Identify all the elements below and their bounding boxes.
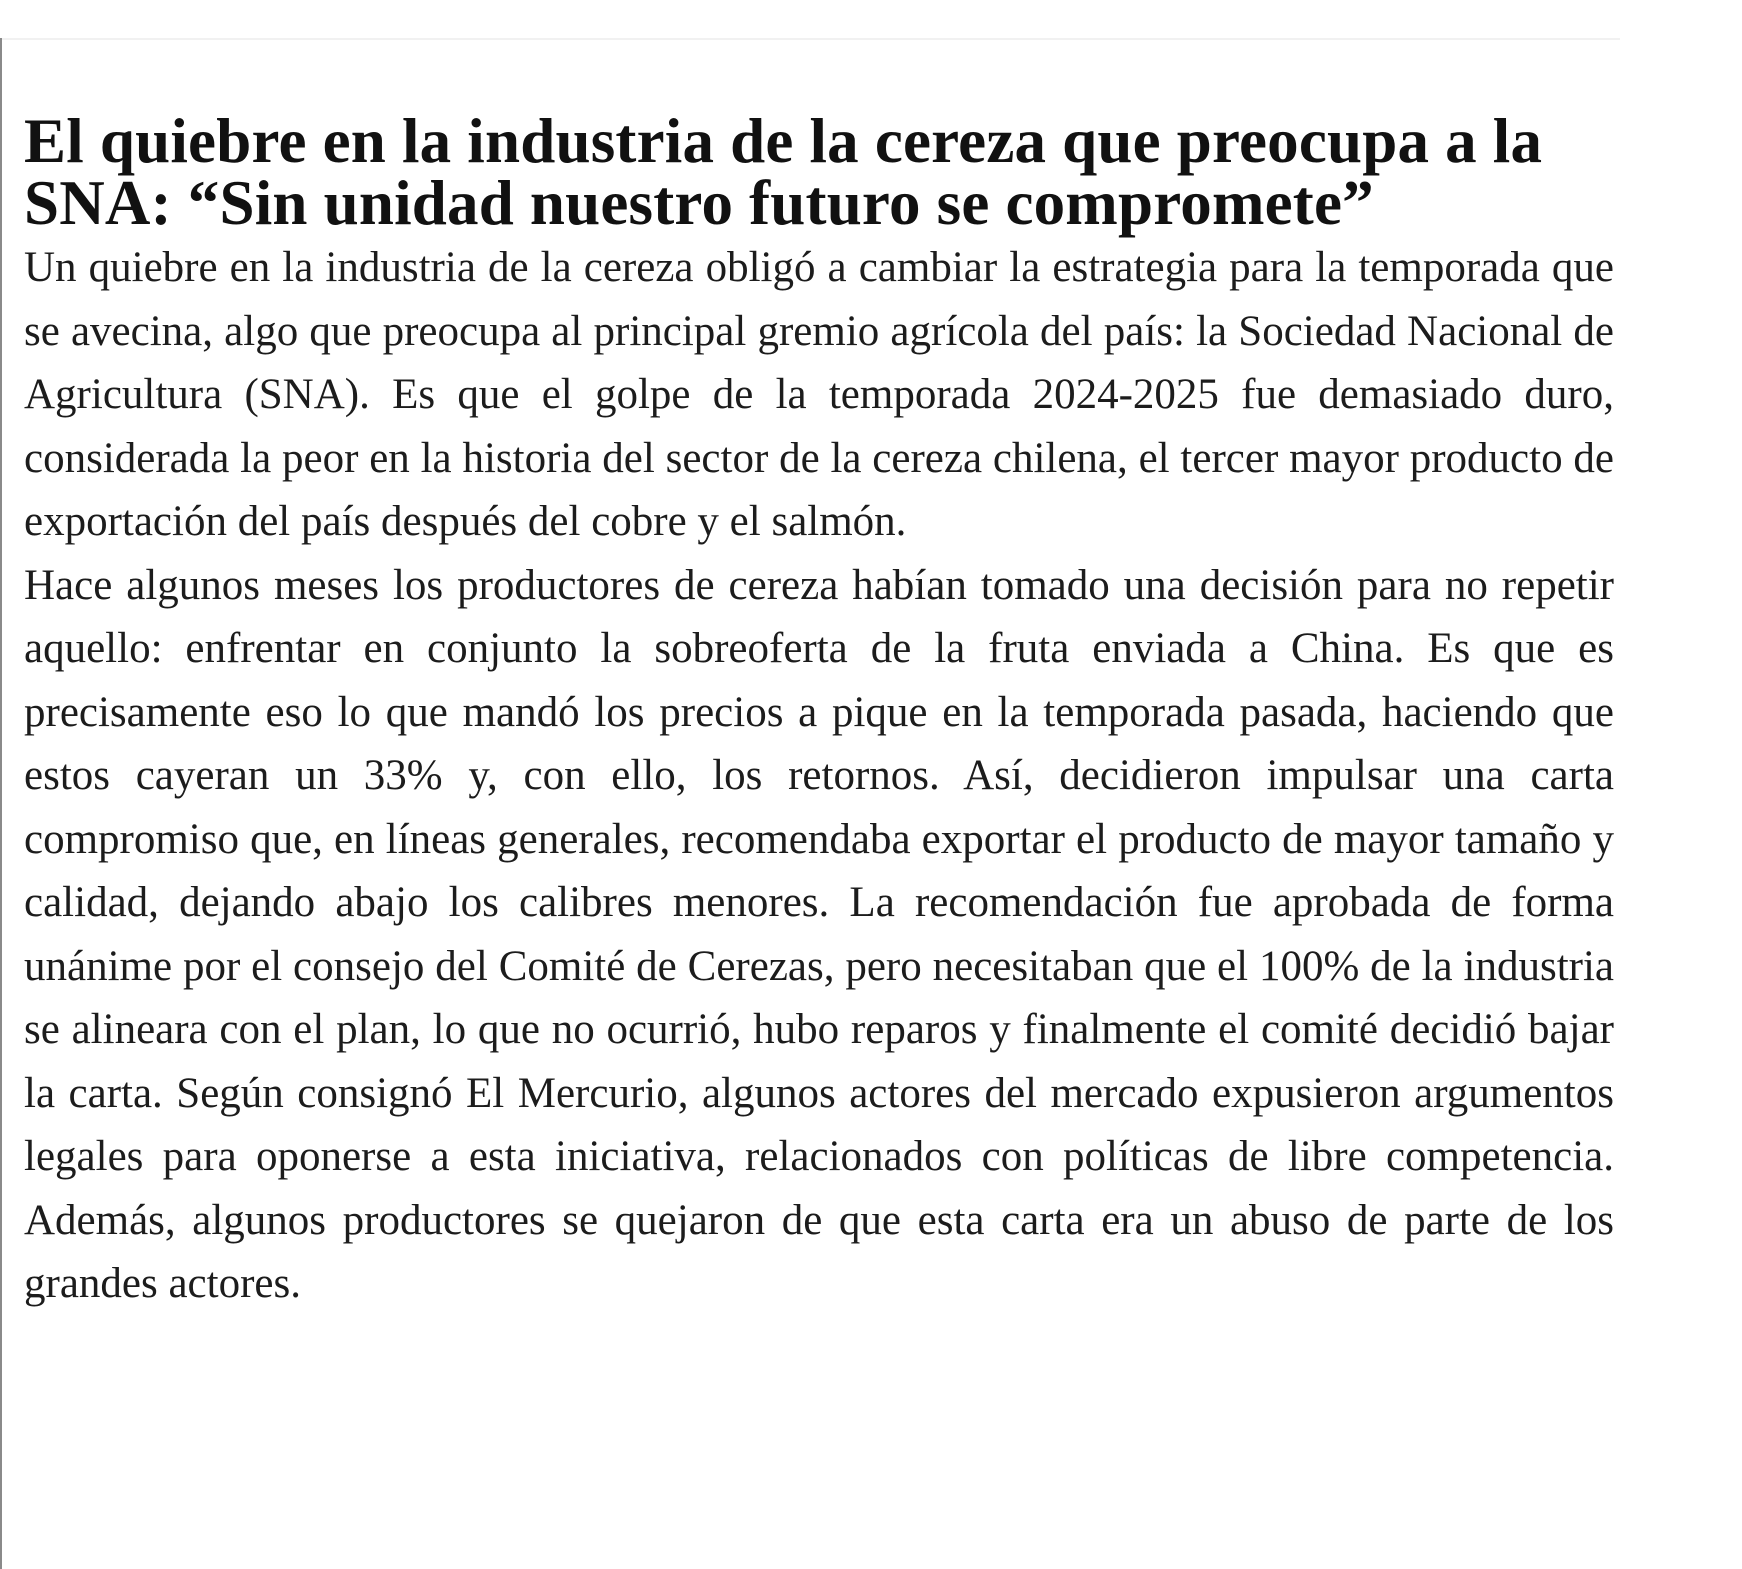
article-headline: El quiebre en la industria de la cereza que preocupa a la SNA: “Sin unidad nuestro futuro se compromete” [24, 106, 1543, 238]
news-article [24, 106, 1614, 1316]
top-divider [0, 38, 1620, 40]
article-paragraph-2: Hace algunos meses los productores de cereza habían tomado una decisión para no repetir aquello: enfrentar en conjunto la sobreoferta de la fruta enviada a China. Es que es precisamente eso lo que mandó los precios a pique en la temporada pasada, haciendo que estos cayeran un 33% y, con ello, los retornos. Así, decidieron impulsar una carta compromiso que, en líneas generales, recomendaba exportar el producto de mayor tamaño y calidad, dejando abajo los calibres menores. La recomendación fue aprobada de forma unánime por el consejo del Comité de Cerezas, pero necesitaban que el 100% de la industria se alineara con el plan, lo que no ocurrió, hubo reparos y finalmente el comité decidió bajar la carta. Según consignó El Mercurio, algunos actores del mercado expusieron argumentos legales para oponerse a esta iniciativa, relacionados con políticas de libre competencia. Además, algunos productores se quejaron de que esta carta era un abuso de parte de los grandes actores. [24, 561, 1614, 1307]
article-paragraph-1: Un quiebre en la industria de la cereza obligó a cambiar la estrategia para la temporada que se avecina, algo que preocupa al principal gremio agrícola del país: la Sociedad Nacional de Agricultura (SNA). Es que el golpe de la temporada 2024-2025 fue demasiado duro, considerada la peor en la historia del sector de la cereza chilena, el tercer mayor producto de exportación del país después del cobre y el salmón. [24, 244, 1614, 545]
left-column-rule [0, 38, 2, 1569]
